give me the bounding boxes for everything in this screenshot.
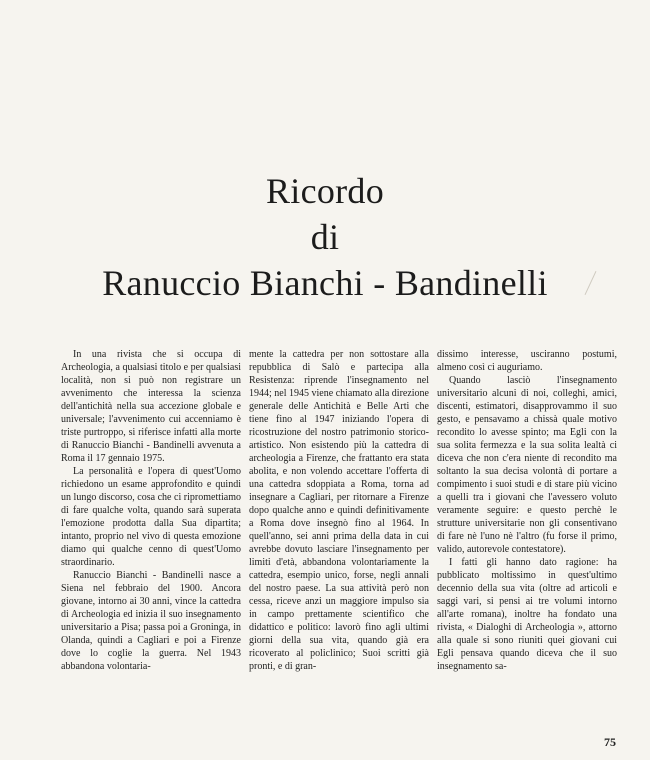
title-line-1: Ricordo <box>265 171 385 211</box>
title-line-3: Ranuccio Bianchi - Bandinelli <box>102 263 548 303</box>
column-3 <box>437 348 617 673</box>
title-line-2: di <box>310 217 340 257</box>
paragraph: I fatti gli hanno dato ragione: ha pubblicato moltissimo in quest'ultimo decennio della sua vita (oltre ad articoli e saggi vari, si pensi ai tre volumi intorno all'arte romana), inoltre ha fondato una rivista, « Dialoghi di Archeologia », attorno alla quale si sono riuniti quei giovani cui Egli pensava quando diceva che il suo insegnamento sa- <box>437 557 617 672</box>
column-1 <box>61 348 241 673</box>
paragraph: mente la cattedra per non sottostare alla repubblica di Salò e partecipa alla Resistenza: riprende l'insegnamento nel 1944; nel 1945 viene chiamato alla direzione generale delle Antichità e Belle Arti che tiene fino al 1947 iniziando l'opera di ricostruzione del nostro patrimonio storico-artistico. Non esistendo più la cattedra di archeologia a Firenze, che frattanto era stata abolita, e non volendo accettare l'offerta di una cattedra sdoppiata a Roma, torna ad insegnare a Cagliari, per ritornare a Firenze dopo qualche anno e quindi definitivamente a Roma dove insegnò fino al 1964. In quell'anno, sei anni prima della data in cui avrebbe dovuto lasciare l'insegnamento per limiti d'età, abbandona volontariamente la cattedra, esempio unico, forse, negli annali del nostro paese. La sua attività però non cessa, riceve anzi un maggiore impulso sia in campo prettamente scientifico che didattico e politico: lavorò fino agli ultimi giorni della sua vita, quando già era ricoverato al policlinico; Suoi scritti già pronti, e di gran- <box>249 349 429 672</box>
page-number: 75 <box>604 735 616 749</box>
paragraph: dissimo interesse, usciranno postumi, almeno così ci auguriamo. <box>437 349 617 373</box>
column-2 <box>249 348 429 673</box>
body-columns <box>61 348 617 673</box>
paragraph: In una rivista che si occupa di Archeologia, a qualsiasi titolo e per qualsiasi località, non si può non registrare un avvenimento che interessa la scienza dell'antichità nella sua accezione globale e universale; l'avvenimento cui accenniamo è triste purtroppo, si riferisce infatti alla morte di Ranuccio Bianchi - Bandinelli avvenuta a Roma il 17 gennaio 1975. <box>61 349 241 464</box>
article-title <box>0 168 650 306</box>
paragraph: La personalità e l'opera di quest'Uomo richiedono un esame approfondito e quindi un lungo discorso, cosa che ci ripromettiamo di fare qualche volta, quando sarà superata l'emozione prodotta dalla Sua dipartita; intanto, proprio nel vivo di questa emozione diamo qui qualche cenno di quest'Uomo straordinario. <box>61 466 241 568</box>
paragraph: Quando lasciò l'insegnamento universitario alcuni di noi, colleghi, amici, discenti, estimatori, disapprovammo il suo gesto, e pensavamo a chissà quale motivo recondito lo avesse spinto; ma Egli con la sua solita fermezza e la sua solita lealtà ci diceva che non c'era niente di recondito ma soltanto la sua decisa volontà di portare a compimento i suoi studi e di stare più vicino a quelli tra i giovani che l'avessero voluto veramente seguire: e questo perchè le strutture universitarie non gli consentivano di fare nè l'uno nè l'altro (fu forse il primo, valido, autorevole contestatore). <box>437 375 617 555</box>
paragraph: Ranuccio Bianchi - Bandinelli nasce a Siena nel febbraio del 1900. Ancora giovane, intorno ai 30 anni, vince la cattedra di Archeologia ed inizia il suo insegnamento universitario a Pisa; passa poi a Groninga, in Olanda, quindi a Cagliari e poi a Firenze dove lo coglie la guerra. Nel 1943 abbandona volontaria- <box>61 570 241 672</box>
